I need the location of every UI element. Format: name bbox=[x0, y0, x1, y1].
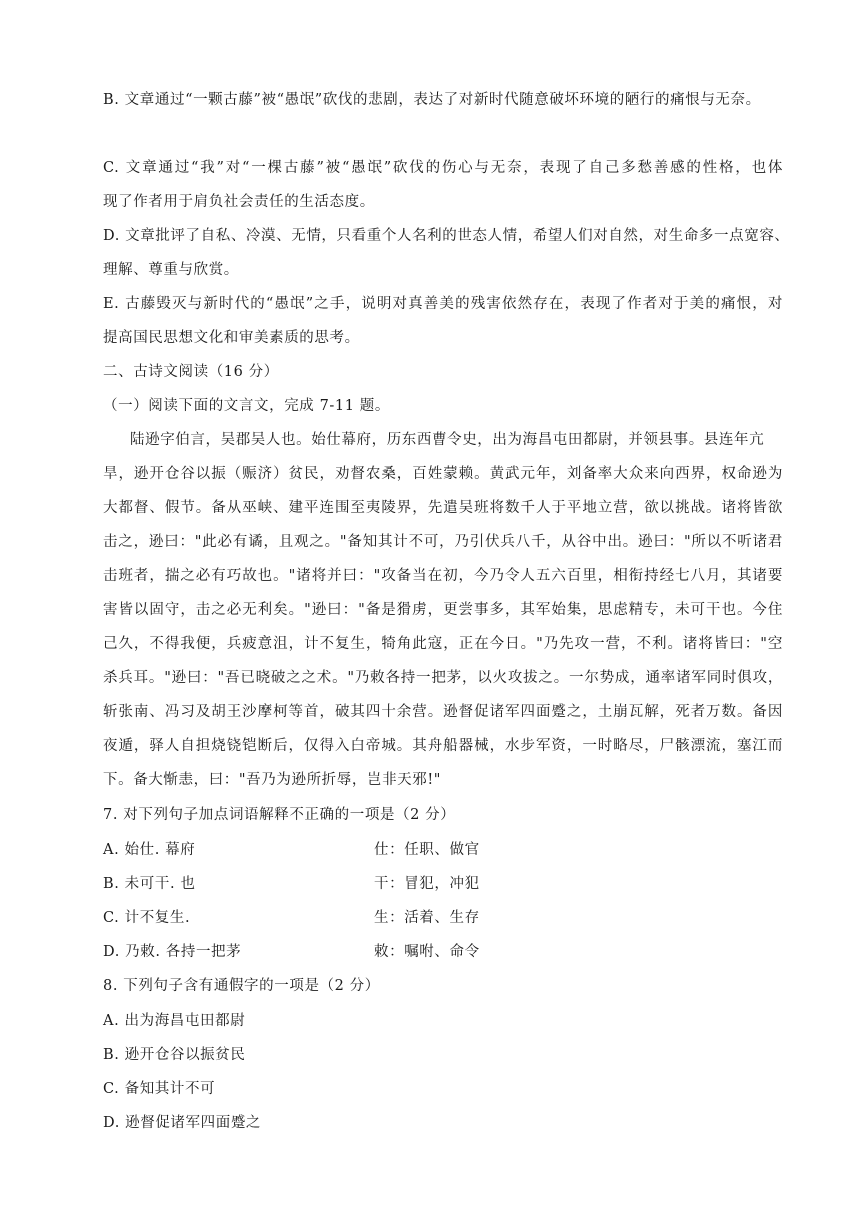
q8-option-a: A. 出为海昌屯田都尉 bbox=[103, 1013, 246, 1029]
passage-line: 击之，逊曰："此必有谲，且观之。"备知其计不可，乃引伏兵八千，从谷中出。逊曰："所以不听诸君 bbox=[103, 534, 783, 550]
passage-line: 下。备大惭恚，曰："吾乃为逊所折辱，岂非天邪!" bbox=[103, 772, 442, 788]
option-e-text-line1: E. 古藤毁灭与新时代的“愚氓”之手，说明对真善美的残害依然存在，表现了作者对于美的痛恨，对 bbox=[103, 296, 783, 312]
passage-line: 大都督、假节。备从巫峡、建平连围至夷陵界，先遣吴班将数千人于平地立营，欲以挑战。诸将皆欲 bbox=[103, 500, 783, 516]
passage-line: 杀兵耳。"逊曰："吾已晓破之之术。"乃敕各持一把茅，以火攻拔之。一尔势成，通率诸军同时俱攻， bbox=[103, 670, 783, 686]
q7-option-b-sentence: B. 未可干. 也 bbox=[103, 876, 196, 892]
passage-line: 旱，逊开仓谷以振（赈济）贫民，劝督农桑，百姓蒙赖。黄武元年，刘备率大众来向西界，权命逊为 bbox=[103, 466, 783, 482]
q7-option-a bbox=[103, 840, 783, 860]
passage-line: 陆逊字伯言，吴郡吴人也。始仕幕府，历东西曹令史，出为海昌屯田都尉，并领县事。县连年亢 bbox=[130, 432, 765, 448]
passage-line: 己久，不得我便，兵疲意沮，计不复生，犄角此寇，正在今日。"乃先攻一营，不利。诸将皆曰："空 bbox=[103, 636, 783, 652]
q7-option-a-explanation: 仕：任职、做官 bbox=[374, 842, 480, 858]
q7-option-c-sentence: C. 计不复生. bbox=[103, 910, 191, 926]
section-heading: 二、古诗文阅读（16 分） bbox=[103, 364, 279, 380]
option-d-text-line2: 理解、尊重与欣赏。 bbox=[103, 262, 239, 278]
passage-line: 害皆以固守，击之必无利矣。"逊曰："备是猾虏，更尝事多，其军始集，思虑精专，未可干也。今住 bbox=[103, 602, 783, 618]
question-7-stem: 7. 对下列句子加点词语解释不正确的一项是（2 分） bbox=[103, 807, 456, 823]
q8-option-c: C. 备知其计不可 bbox=[103, 1081, 216, 1097]
option-d-text-line1: D. 文章批评了自私、冷漠、无情，只看重个人名利的世态人情，希望人们对自然，对生命多一点宽容、 bbox=[103, 228, 790, 244]
q7-option-a-sentence: A. 始仕. 幕府 bbox=[103, 842, 196, 858]
q7-option-d-sentence: D. 乃敕. 各持一把茅 bbox=[103, 944, 242, 960]
subsection-heading: （一）阅读下面的文言文，完成 7-11 题。 bbox=[103, 398, 390, 414]
option-b-text: B. 文章通过“一颗古藤”被“愚氓”砍伐的悲剧，表达了对新时代随意破坏环境的陋行的痛恨与无奈。 bbox=[103, 92, 761, 108]
passage-line: 夜遁，驿人自担烧铙铠断后，仅得入白帝城。其舟船器械，水步军资，一时略尽，尸骸漂流，塞江而 bbox=[103, 738, 783, 754]
q7-option-b-explanation: 干：冒犯，冲犯 bbox=[374, 876, 480, 892]
q7-option-d-explanation: 敕：嘱咐、命令 bbox=[374, 944, 480, 960]
option-e-text-line2: 提高国民思想文化和审美素质的思考。 bbox=[103, 330, 360, 346]
q7-option-c-explanation: 生：活着、生存 bbox=[374, 910, 480, 926]
question-8-stem: 8. 下列句子含有通假字的一项是（2 分） bbox=[103, 978, 380, 994]
q8-option-b: B. 逊开仓谷以振贫民 bbox=[103, 1047, 246, 1063]
option-c-text-line2: 现了作者用于肩负社会责任的生活态度。 bbox=[103, 194, 375, 210]
q7-option-b bbox=[103, 874, 783, 894]
q8-option-d: D. 逊督促诸军四面蹙之 bbox=[103, 1115, 262, 1131]
q7-option-c bbox=[103, 908, 783, 928]
passage-line: 斩张南、冯习及胡王沙摩柯等首，破其四十余营。逊督促诸军四面蹙之，土崩瓦解，死者万数。备因 bbox=[103, 704, 783, 720]
q7-option-d bbox=[103, 942, 783, 962]
passage-line: 击班者，揣之必有巧故也。"诸将并曰："攻备当在初，今乃令人五六百里，相衔持经七八月，其诸要 bbox=[103, 568, 783, 584]
option-c-text-line1: C. 文章通过“我”对“一棵古藤”被“愚氓”砍伐的伤心与无奈，表现了自己多愁善感的性格，也体 bbox=[103, 160, 783, 176]
